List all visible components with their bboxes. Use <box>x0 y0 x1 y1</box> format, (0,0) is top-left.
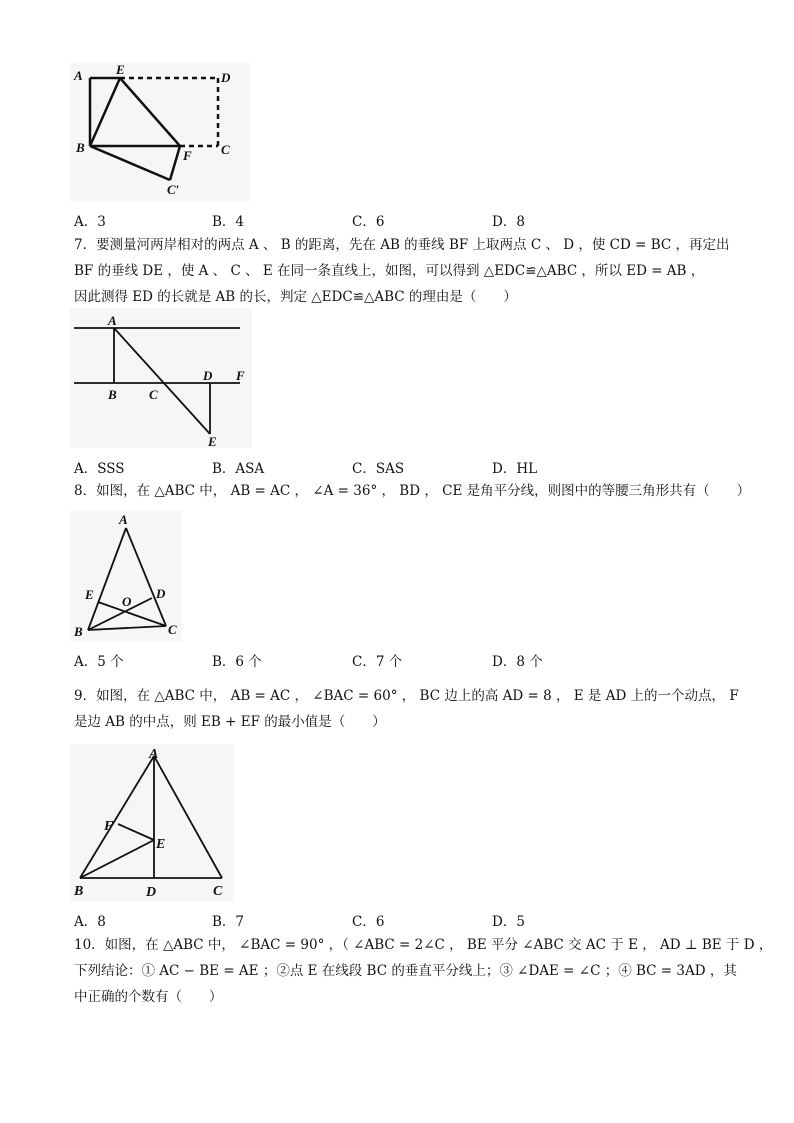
q7-line: BF 的垂线 DE ，使 A 、 C 、 E 在同一条直线上，如图，可以得到 △EDC≌△ABC ，所以 ED = AB ， <box>74 263 705 279</box>
label-C: C <box>213 884 223 899</box>
label-D: D <box>221 70 231 85</box>
label-F: F <box>104 819 114 834</box>
label-D: D <box>146 885 157 900</box>
label-F: F <box>183 148 192 163</box>
q10-line: 下列结论：① AC − BE = AE ；②点 E 在线段 BC 的垂直平分线上；③ ∠DAE = ∠C ；④ BC = 3AD ，其 <box>74 963 737 979</box>
q10-line: 10．如图，在 △ABC 中， ∠BAC = 90° ，（ ∠ABC = 2∠C ， BE 平分 ∠ABC 交 AC 于 E ， AD ⊥ BE 于 D ， <box>74 937 773 953</box>
q8-option-d[interactable]: D．8 个 <box>492 654 543 670</box>
q8-options <box>74 650 754 670</box>
question-9-text <box>74 683 739 735</box>
label-C: C <box>149 387 158 402</box>
q8-option-c[interactable]: C．7 个 <box>352 654 403 670</box>
q7-option-a[interactable]: A．SSS <box>74 461 125 477</box>
q7-options <box>74 457 754 477</box>
label-F: F <box>236 368 245 383</box>
question-8-text <box>74 478 751 504</box>
q8-option-a[interactable]: A．5 个 <box>74 654 124 670</box>
label-B: B <box>76 140 85 155</box>
figure-q8 <box>70 510 182 642</box>
label-C: C <box>168 622 177 637</box>
label-O: O <box>122 594 132 609</box>
q7-option-c[interactable]: C．SAS <box>352 461 405 477</box>
q9-options <box>74 910 754 930</box>
label-E: E <box>85 587 94 602</box>
q6-option-a[interactable]: A．3 <box>74 214 106 230</box>
question-7-text <box>74 232 734 310</box>
label-C-prime: C′ <box>167 182 180 197</box>
question-10-text <box>74 932 773 1010</box>
q7-line: 7．要测量河两岸相对的两点 A 、 B 的距离，先在 AB 的垂线 BF 上取两点 C 、 D ，使 CD = BC ，再定出 <box>74 237 730 253</box>
label-E: E <box>208 434 217 448</box>
label-A: A <box>119 512 128 527</box>
q6-option-d[interactable]: D．8 <box>492 214 525 230</box>
q6-options <box>74 210 754 230</box>
q9-option-b[interactable]: B．7 <box>212 914 245 930</box>
q9-line: 9．如图，在 △ABC 中， AB = AC ， ∠BAC = 60° ， BC 边上的高 AD = 8 ， E 是 AD 上的一个动点， F <box>74 688 739 704</box>
label-B: B <box>108 387 117 402</box>
q6-option-c[interactable]: C．6 <box>352 214 385 230</box>
figure-q6 <box>70 62 250 202</box>
label-A: A <box>74 68 83 83</box>
q9-option-d[interactable]: D．5 <box>492 914 525 930</box>
label-E: E <box>156 837 166 852</box>
q7-line: 因此测得 ED 的长就是 AB 的长，判定 △EDC≌△ABC 的理由是（ ） <box>74 289 517 305</box>
q7-option-b[interactable]: B．ASA <box>212 461 265 477</box>
q9-option-a[interactable]: A．8 <box>74 914 106 930</box>
label-C: C <box>221 142 230 157</box>
label-A: A <box>149 747 159 762</box>
q8-line: 8．如图，在 △ABC 中， AB = AC ， ∠A = 36° ， BD ， CE 是角平分线，则图中的等腰三角形共有（ ） <box>74 483 751 499</box>
q9-option-c[interactable]: C．6 <box>352 914 385 930</box>
q10-line: 中正确的个数有（ ） <box>74 989 223 1005</box>
label-E: E <box>116 62 125 77</box>
label-B: B <box>74 884 84 899</box>
label-D: D <box>203 368 213 383</box>
q6-option-b[interactable]: B．4 <box>212 214 245 230</box>
label-D: D <box>156 586 166 601</box>
q8-option-b[interactable]: B．6 个 <box>212 654 262 670</box>
label-A: A <box>108 313 117 328</box>
label-B: B <box>74 624 83 639</box>
figure-q7 <box>70 308 252 448</box>
q9-line: 是边 AB 的中点，则 EB + EF 的最小值是（ ） <box>74 714 386 730</box>
figure-q9 <box>70 744 234 902</box>
q7-option-d[interactable]: D．HL <box>492 461 538 477</box>
